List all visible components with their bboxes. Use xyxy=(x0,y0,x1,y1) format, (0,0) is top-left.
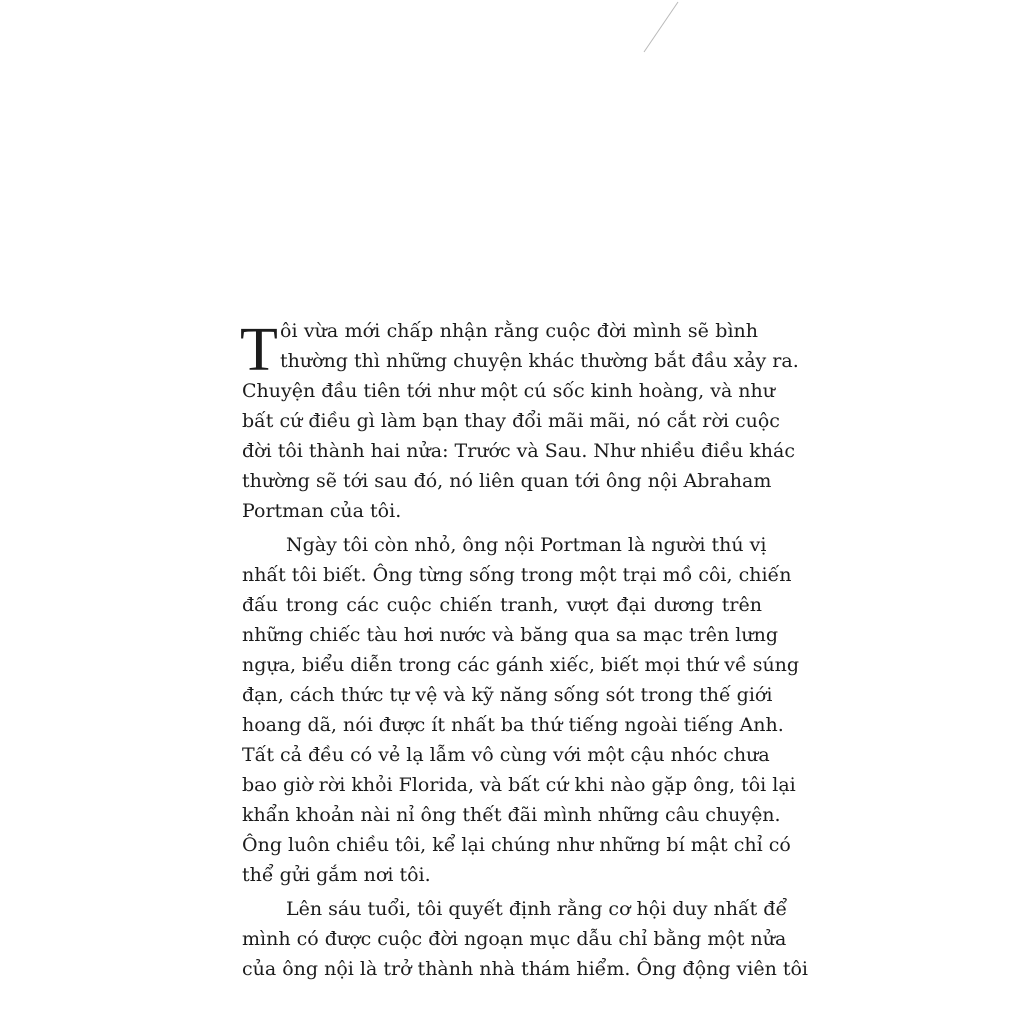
text-line: khẩn khoản nài nỉ ông thết đãi mình những câu chuyện. xyxy=(242,804,781,826)
text-line: đạn, cách thức tự vệ và kỹ năng sống sót trong thế giới xyxy=(242,684,773,706)
text-line: Ngày tôi còn nhỏ, ông nội Portman là người thú vị xyxy=(286,534,767,556)
text-line: thường thì những chuyện khác thường bắt đầu xảy ra. xyxy=(280,350,799,372)
text-line: hoang dã, nói được ít nhất ba thứ tiếng ngoài tiếng Anh. xyxy=(242,714,784,736)
text-line: những chiếc tàu hơi nước và băng qua sa mạc trên lưng xyxy=(242,624,778,646)
text-line: Portman của tôi. xyxy=(242,500,402,522)
text-line: ngựa, biểu diễn trong các gánh xiếc, biết mọi thứ về súng xyxy=(242,654,800,676)
text-line: mình có được cuộc đời ngoạn mục dẫu chỉ bằng một nửa xyxy=(242,928,787,950)
text-line: Lên sáu tuổi, tôi quyết định rằng cơ hội duy nhất để xyxy=(286,898,788,920)
text-line: ôi vừa mới chấp nhận rằng cuộc đời mình sẽ bình xyxy=(280,320,758,342)
drop-cap: T xyxy=(240,316,278,384)
text-line: thường sẽ tới sau đó, nó liên quan tới ông nội Abraham xyxy=(242,470,772,492)
text-line: Tất cả đều có vẻ lạ lẫm vô cùng với một cậu nhóc chưa xyxy=(242,744,770,766)
text-line: Chuyện đầu tiên tới như một cú sốc kinh hoàng, và như xyxy=(242,380,776,402)
text-line: bao giờ rời khỏi Florida, và bất cứ khi nào gặp ông, tôi lại xyxy=(242,774,796,796)
scan-edge-mark xyxy=(630,0,690,60)
text-line: nhất tôi biết. Ông từng sống trong một trại mồ côi, chiến xyxy=(242,564,792,586)
text-line: đời tôi thành hai nửa: Trước và Sau. Như nhiều điều khác xyxy=(242,440,795,462)
text-line: bất cứ điều gì làm bạn thay đổi mãi mãi, nó cắt rời cuộc xyxy=(242,410,780,432)
text-line: thể gửi gắm nơi tôi. xyxy=(242,864,431,886)
text-line: của ông nội là trở thành nhà thám hiểm. Ông động viên tôi xyxy=(242,958,809,980)
text-line: Ông luôn chiều tôi, kể lại chúng như những bí mật chỉ có xyxy=(242,834,791,856)
text-line: đấu trong các cuộc chiến tranh, vượt đại dương trên xyxy=(242,594,762,616)
